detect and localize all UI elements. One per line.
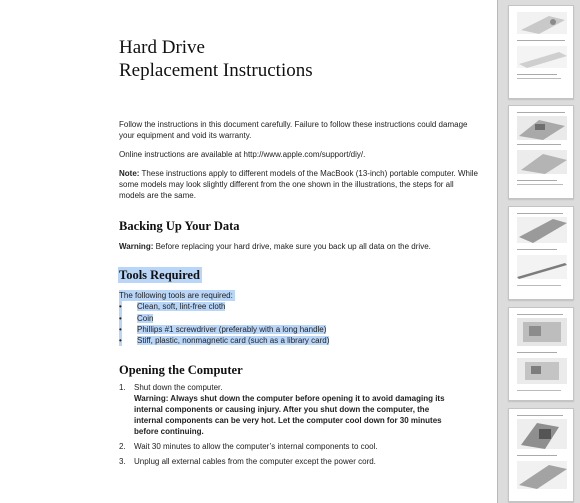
tool-item: • Stiff, plastic, nonmagnetic card (such as a library card): [119, 336, 330, 346]
page-thumbnail-3[interactable]: [508, 206, 574, 300]
thumbnail-image-icon: [509, 207, 573, 299]
intro-paragraph: Follow the instructions in this document carefully. Failure to follow these instructions could damage your equipment and void its warranty.: [119, 120, 468, 140]
tool-item: • Phillips #1 screwdriver (preferably with a long handle): [119, 324, 327, 334]
step-item: 1. Shut down the computer. Warning: Always shut down the computer before opening it to avoid damaging its internal components or causing injury. After you shut down the computer, the internal components can be very hot. Let the computer cool down for 30 minutes before continuing.: [119, 382, 449, 437]
thumbnail-image-icon: [509, 308, 573, 400]
page-title: [119, 36, 313, 82]
thumbnail-image-icon: [509, 409, 573, 501]
page-thumbnail-2[interactable]: [508, 105, 574, 199]
thumbnail-image-icon: [509, 106, 573, 198]
tool-item: • Clean, soft, lint-free cloth: [119, 302, 226, 312]
backup-paragraph: [119, 241, 479, 252]
step-item: 3. Unplug all external cables from the computer except the power cord.: [119, 457, 376, 466]
opening-heading: Opening the Computer: [119, 363, 243, 377]
title-line-1: Hard Drive: [119, 37, 205, 58]
thumbnail-sidebar: [498, 0, 580, 503]
step-item: 2. Wait 30 minutes to allow the computer’s internal components to cool.: [119, 442, 378, 451]
step-warning: Warning: Always shut down the computer before opening it to avoid damaging its internal components or causing injury. After you shut down the computer, the internal components can be very hot. Let the computer cool down for 30 minutes before continuing.: [134, 394, 445, 436]
tools-intro: The following tools are required:: [119, 291, 233, 300]
backup-warning-label: Warning:: [119, 242, 154, 251]
backup-warning-text: Before replacing your hard drive, make sure you back up all data on the drive.: [153, 242, 431, 251]
tool-item: • Coin: [119, 313, 154, 323]
online-paragraph: Online instructions are available at http://www.apple.com/support/diy/.: [119, 150, 366, 159]
page-thumbnail-5[interactable]: [508, 408, 574, 502]
backup-heading: Backing Up Your Data: [119, 219, 240, 233]
page-thumbnail-1[interactable]: [508, 5, 574, 99]
note-text: These instructions apply to different models of the MacBook (13-inch) portable computer. While some models may look slightly different from the one shown in the illustrations, the steps for all models are the same.: [119, 169, 478, 200]
tools-heading: [119, 267, 202, 283]
page-thumbnail-4[interactable]: [508, 307, 574, 401]
tools-heading-text: Tools Required: [119, 268, 200, 282]
note-label: Note:: [119, 169, 140, 178]
tools-list: [119, 290, 479, 346]
steps-list: [119, 382, 449, 471]
title-line-2: Replacement Instructions: [119, 60, 313, 81]
note-paragraph: [119, 168, 479, 201]
thumbnail-image-icon: [509, 6, 573, 98]
